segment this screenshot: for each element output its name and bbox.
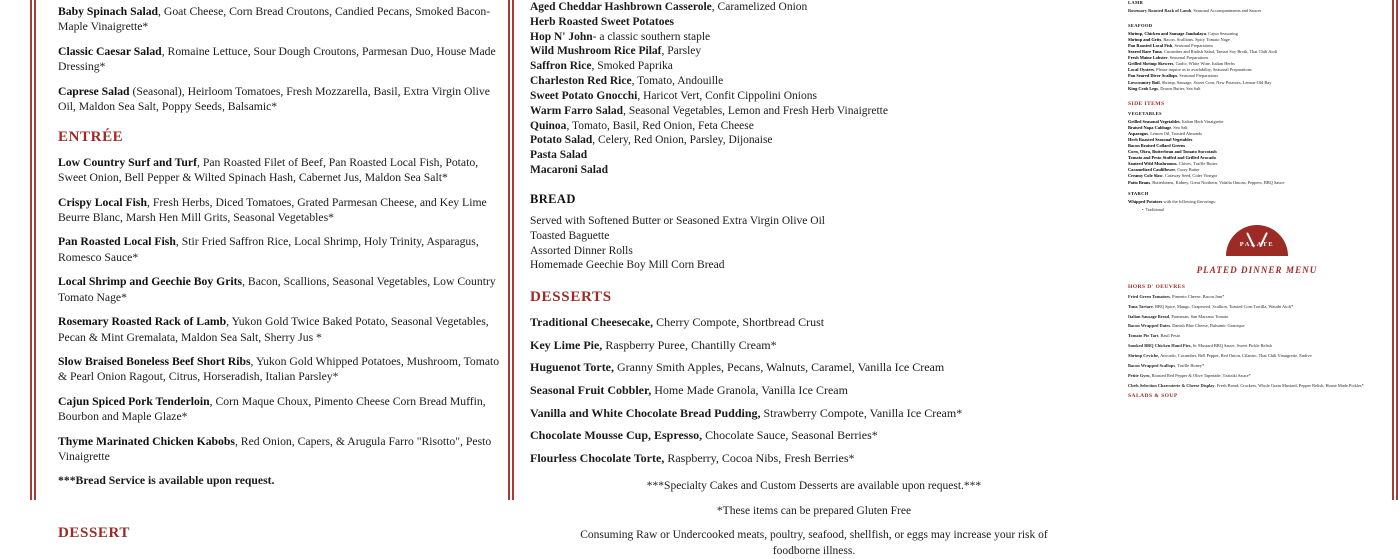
menu-item-desc: , Truffle Honey*: [1174, 363, 1205, 369]
menu-item: [530, 451, 1098, 467]
menu-item: [530, 428, 1098, 444]
menu-item: [58, 44, 506, 75]
menu-item-desc: , Fresh Bread, Crackers, Whole Grain Mustard, Pepper Relish, House Made Pickles*: [1214, 383, 1364, 389]
menu-item-name: Huguenot Torte,: [530, 360, 615, 375]
menu-item-name: Bacon Wrapped Dates: [1128, 323, 1171, 329]
dessert-section-heading: DESSERT: [58, 524, 131, 541]
menu-item: [1128, 323, 1386, 329]
bread-line: Served with Softened Butter or Seasoned Extra Virgin Olive Oil: [530, 214, 825, 227]
menu-item-desc: , Celery, Red Onion, Parsley, Dijonaise: [592, 134, 773, 147]
menu-item-desc: , Pan Roasted Filet of Beef, Pan Roasted Local Fish, Potato, Sweet Onion, Bell Pepper & Wilted Spinach Hash, Cabernet Jus, Maldon Sea Salt*: [58, 155, 479, 185]
menu-item-desc: - a classic southern staple: [592, 30, 711, 43]
menu-item-name: Charleston Red Rice: [530, 75, 632, 88]
menu-item: [58, 234, 506, 265]
menu-item-desc: , Italian Herb Vinaigrette: [1179, 118, 1224, 124]
menu-item-name: Herb Roasted Seasonal Vegetables: [1128, 136, 1193, 142]
menu-item-desc: , Butterbeans, Kidney, Great Northern, Vidalia Onions, Peppers, BBQ Sauce: [1150, 179, 1285, 185]
menu-item-desc: , Chives, Truffle Butter: [1176, 161, 1218, 167]
menu-item-desc: , Curry Butter: [1175, 167, 1200, 173]
side-items-heading: SIDE ITEMS: [1128, 100, 1165, 107]
menu-item-name: King Crab Legs: [1128, 85, 1159, 91]
menu-item: [530, 30, 1098, 45]
menu-item-name: Local Shrimp and Geechie Boy Grits: [58, 275, 243, 289]
menu-item-name: Low Country Surf and Turf: [58, 155, 197, 169]
menu-item-name: Tomato Pie Tart: [1128, 333, 1159, 339]
palate-logo: [1226, 225, 1288, 256]
right-thumbnail-column: [1120, 0, 1400, 500]
middle-column-rule: [508, 0, 514, 500]
left-column-rule: [30, 0, 36, 500]
bread-line: Homemade Geechie Boy Mill Corn Bread: [530, 259, 725, 272]
menu-item-name: Pan Roasted Local Fish: [1128, 43, 1173, 49]
menu-item-name: Tomato and Pesto Stuffed and Grilled Avocado: [1128, 155, 1216, 161]
bread-line: Assorted Dinner Rolls: [530, 244, 633, 257]
menu-item-name: Seared Rare Tuna: [1128, 49, 1162, 55]
menu-item-name: Hop N' John: [530, 30, 593, 43]
menu-item-desc: , Stir Fried Saffron Rice, Local Shrimp, Holy Trinity, Asparagus, Romesco Sauce*: [58, 235, 479, 264]
starch-bullet: • Traditional: [1142, 206, 1165, 212]
menu-item-desc: , Yukon Gold Twice Baked Potato, Seasonal Vegetables, Pecan & Mint Gremalata, Maldon Sea Salt, Sherry Jus *: [58, 315, 489, 344]
menu-item: [530, 104, 1098, 119]
starch-bullet-label: Traditional: [1145, 206, 1165, 212]
menu-item-desc: Sc Mustard BBQ Sauce, Sweet Pickle Relish: [1191, 343, 1272, 349]
menu-item-name: Quinoa: [530, 119, 567, 132]
menu-item: [530, 15, 1098, 30]
thumbnail-page[interactable]: [1128, 0, 1386, 500]
menu-item-desc: , Seasonal Preparations: [1177, 73, 1219, 79]
menu-item: [58, 354, 506, 385]
menu-item-name: Shrimp and Grits: [1128, 37, 1162, 43]
menu-item-desc: with the following flavorings:: [1162, 198, 1216, 204]
menu-item: [530, 148, 1098, 163]
menu-item-name: Key Lime Pie,: [530, 337, 603, 352]
bread-service-note: ***Bread Service is available upon request.: [58, 473, 275, 487]
menu-item-name: Potato Salad: [530, 134, 593, 147]
menu-item: [1128, 314, 1386, 320]
menu-item-desc: Roasted Red Pepper & Olive Tapenade, Tzatziki Sauce*: [1150, 373, 1251, 379]
menu-item-name: Herb Roasted Sweet Potatoes: [530, 15, 675, 28]
menu-item-name: Italian Sausage Bread: [1128, 313, 1170, 319]
menu-title: PLATED DINNER MENU: [1196, 264, 1318, 275]
menu-item: [1128, 294, 1386, 300]
hors-doeuvres-heading: HORS D' OEUVRES: [1128, 283, 1186, 290]
menu-item-desc: , Shrimp, Sausage, Sweet Corn, New Potatoes, Lemon-Old Bay: [1159, 79, 1272, 85]
menu-item-desc: Raspberry, Cocoa Nibs, Fresh Berries*: [664, 450, 855, 465]
menu-item-desc: , Lemon Oil, Toasted Almonds: [1148, 130, 1203, 136]
menu-item-desc: , Garlic, White Wine, Italian Herbs: [1173, 61, 1235, 67]
menu-item: [1128, 8, 1386, 14]
menu-item-desc: , Tomato, Andouille: [631, 75, 724, 88]
menu-item: [530, 0, 1098, 15]
right-column-rule: [1392, 0, 1398, 500]
gluten-free-note: *These items can be prepared Gluten Free: [716, 504, 912, 517]
menu-item-name: Bacon Braised Collard Greens: [1128, 143, 1186, 149]
menu-item: [58, 274, 506, 305]
menu-item-name: Shrimp Ceviche,: [1128, 353, 1160, 359]
menu-item-name: Caprese Salad: [58, 84, 130, 98]
menu-item-desc: , Pimento Cheese, Bacon Jam*: [1169, 293, 1225, 299]
menu-item-desc: , Red Onion, Capers, & Arugula Farro "Risotto", Pesto Vinaigrette: [58, 434, 492, 464]
menu-item-name: Crispy Local Fish: [58, 195, 147, 209]
menu-item-desc: , Caraway Seed, Cider Vinegar: [1162, 173, 1218, 179]
menu-item-name: Lowcountry Boil: [1128, 79, 1160, 85]
menu-item-name: Sauteed Wild Mushrooms: [1128, 161, 1177, 167]
menu-item-desc: Raspberry Puree, Chantilly Cream*: [602, 337, 777, 352]
menu-item: [1128, 86, 1386, 92]
menu-item: [58, 155, 506, 186]
menu-item-desc: Home Made Granola, Vanilla Ice Cream: [651, 383, 848, 398]
menu-item-desc: , Corn Maque Choux, Pimento Cheese Corn Bread Muffin, Bourbon and Maple Glaze*: [58, 394, 486, 424]
menu-item: [530, 59, 1098, 74]
menu-item-name: Smoked BBQ Chicken Hand Pies,: [1128, 343, 1192, 349]
menu-item-desc: Granny Smith Apples, Pecans, Walnuts, Caramel, Vanilla Ice Cream: [614, 360, 945, 375]
menu-item-name: Caramelized Cauliflower: [1128, 167, 1176, 173]
menu-item-name: Petite Gyro,: [1128, 373, 1151, 379]
menu-item-name: Local Oysters: [1128, 67, 1154, 73]
menu-item-name: Saffron Rice: [530, 60, 592, 73]
menu-item-desc: , Tomato, Basil, Red Onion, Feta Cheese: [566, 119, 754, 132]
menu-item-name: Wild Mushroom Rice Pilaf: [530, 45, 662, 58]
menu-item-name: Creamy Cole Slaw: [1128, 173, 1163, 179]
menu-item-desc: , Romaine Lettuce, Sour Dough Croutons, Parmesan Duo, House Made Dressing*: [58, 44, 496, 74]
menu-item: [530, 163, 1098, 178]
menu-item-name: Flourless Chocolate Torte,: [530, 450, 665, 465]
desserts-section-heading: DESSERTS: [530, 289, 612, 306]
logo-wordmark: PALATE: [1239, 240, 1275, 248]
menu-item: [58, 434, 506, 465]
menu-item-desc: Avocado, Cucumber, Bell Pepper, Red Onion, Cilantro, Thai Chili Vinaigrette, Endive: [1159, 353, 1312, 359]
menu-item-name: Pan Roasted Local Fish: [58, 235, 176, 249]
menu-item-desc: , Drawn Butter, Sea Salt: [1158, 85, 1201, 91]
menu-item: [1128, 363, 1386, 369]
brand-logo-wrap: [1128, 225, 1386, 261]
menu-item: [530, 383, 1098, 399]
menu-item: [530, 315, 1098, 331]
menu-item-desc: , Smoked Paprika: [591, 60, 673, 73]
menu-item-desc: Cherry Compote, Shortbread Crust: [653, 315, 825, 330]
menu-item-name: Rosemary Roasted Rack of Lamb: [1128, 8, 1192, 13]
menu-item-desc: , Danish Blue Cheese, Balsamic Gastrique: [1170, 323, 1245, 329]
menu-item-desc: , Seasonal Preparations: [1167, 55, 1209, 61]
menu-item-name: Chocolate Mousse Cup, Espresso,: [530, 428, 703, 443]
menu-item-name: Bacon Wrapped Scallops: [1128, 363, 1175, 369]
menu-item: [530, 338, 1098, 354]
menu-item: [1128, 304, 1386, 310]
entree-section-heading: ENTRÉE: [58, 128, 124, 145]
menu-item: [530, 74, 1098, 89]
bread-line: Toasted Baguette: [530, 229, 610, 242]
menu-item-name: Macaroni Salad: [530, 164, 609, 177]
menu-item-desc: Strawberry Compote, Vanilla Ice Cream*: [760, 405, 963, 420]
menu-item-name: Rosemary Roasted Rack of Lamb: [58, 315, 227, 329]
menu-item-name: Shrimp, Chicken and Sausage Jambalaya: [1128, 30, 1206, 36]
menu-item-name: Grilled Seasonal Vegetables: [1128, 118, 1180, 124]
menu-item: [58, 4, 506, 35]
menu-item: [1128, 343, 1386, 349]
menu-item-desc: , Haricot Vert, Confit Cippolini Onions: [637, 89, 817, 102]
menu-item-name: Corn, Okra, Butterbean and Tomato Succotash: [1128, 149, 1217, 155]
menu-item: [58, 195, 506, 226]
menu-item-desc: , Seasonal Vegetables, Lemon and Fresh Herb Vinaigrette: [623, 104, 888, 117]
menu-item: [530, 360, 1098, 376]
bread-section-heading: BREAD: [530, 191, 576, 206]
menu-item-desc: (Seasonal), Heirloom Tomatoes, Fresh Mozzarella, Basil, Extra Virgin Olive Oil, Maldon Sea Salt, Poppy Seeds, Balsamic*: [58, 84, 490, 114]
menu-item: [1128, 333, 1386, 339]
vegetables-heading: VEGETABLES: [1128, 110, 1162, 116]
menu-item-desc: Chocolate Sauce, Seasonal Berries*: [702, 428, 878, 443]
menu-item-desc: , Seasonal Preparations: [1172, 43, 1214, 49]
menu-item-name: Pan Seared Diver Scallops: [1128, 73, 1178, 79]
menu-item: [58, 84, 506, 115]
menu-item-desc: , Parsley: [661, 45, 702, 58]
middle-menu-column: [520, 0, 1120, 557]
menu-item-name: Pasta Salad: [530, 149, 588, 162]
menu-item: [58, 394, 506, 425]
menu-item-name: Whipped Potatoes: [1128, 198, 1163, 204]
menu-item: [530, 89, 1098, 104]
menu-item: [1128, 383, 1386, 389]
menu-item-desc: , Basil Pesto: [1158, 333, 1181, 339]
menu-item-name: Fresh Maine Lobster: [1128, 55, 1168, 61]
menu-item: [530, 119, 1098, 134]
menu-item-name: Seasonal Fruit Cobbler,: [530, 383, 652, 398]
menu-item-desc: , Bacon, Scallions, Seasonal Vegetables, Low Country Tomato Nage*: [58, 275, 496, 304]
specialty-cakes-note: ***Specialty Cakes and Custom Desserts are available upon request.***: [646, 480, 982, 493]
menu-item-name: Classic Caesar Salad: [58, 44, 162, 58]
menu-item-desc: , BBQ Spice, Mango, Grapeseed, Scallion, Toasted Corn Tortilla, Wasabi Aioli*: [1152, 303, 1294, 309]
menu-item-name: Slow Braised Boneless Beef Short Ribs: [58, 355, 251, 368]
menu-item-desc: , Cajun Seasoning: [1205, 30, 1238, 36]
menu-item-name: Traditional Cheesecake,: [530, 315, 654, 330]
lamb-heading: LAMB: [1128, 0, 1143, 5]
menu-item-desc: , Fresh Herbs, Diced Tomatoes, Grated Parmesan Cheese, and Key Lime Beurre Blanc, Marsh Hen Mill Grits, Seasonal Vegetables*: [58, 195, 487, 224]
menu-item: [1128, 373, 1386, 379]
menu-item: [1128, 353, 1386, 359]
menu-item-name: Braised Napa Cabbage: [1128, 124, 1172, 130]
menu-item: [530, 44, 1098, 59]
menu-item-desc: , Seasonal Accompaniments and Sauces: [1191, 8, 1262, 13]
menu-item: [530, 133, 1098, 148]
salads-soup-heading: SALADS & SOUP: [1128, 393, 1178, 400]
starch-heading: STARCH: [1128, 190, 1149, 196]
menu-item-name: Asparagus: [1128, 130, 1149, 136]
menu-item-desc: , Goat Cheese, Corn Bread Croutons, Candied Pecans, Smoked Bacon-Maple Vinaigrette*: [58, 5, 491, 34]
menu-item-name: Fried Green Tomatoes: [1128, 293, 1170, 299]
menu-item-desc: , Sea Salt: [1171, 124, 1188, 130]
menu-item-name: Chefs Selection Charcuterie & Cheese Display: [1128, 383, 1215, 389]
menu-item-name: Sweet Potato Gnocchi: [530, 89, 638, 102]
menu-item-name: Warm Farro Salad: [530, 104, 624, 117]
seafood-heading: SEAFOOD: [1128, 22, 1153, 28]
menu-item-name: Grilled Shrimp Skewers: [1128, 61, 1174, 67]
menu-item: [530, 406, 1098, 422]
menu-item-name: Patio Beans: [1128, 179, 1151, 185]
menu-item-desc: , Caramelized Onion: [711, 1, 808, 13]
menu-item-desc: , Cucumber and Radish Salad, Tamari Soy Broth, Thai Chili Aioli: [1161, 49, 1278, 55]
menu-item-desc: , Yukon Gold Whipped Potatoes, Mushroom, Tomato & Pearl Onion Ragout, Citrus, Horseradish, Italian Parsley*: [58, 355, 500, 384]
menu-item-name: Vanilla and White Chocolate Bread Pudding,: [530, 405, 761, 420]
menu-item-desc: , Bacon, Scallions, Spicy Tomato Nage: [1161, 37, 1230, 43]
menu-item-desc: , Parmesan, San Marzano Tomato: [1169, 313, 1229, 319]
left-menu-column: [0, 0, 520, 541]
starch-intro: [1128, 199, 1386, 205]
menu-item-desc: , Please inquire as to availability, Seasonal Preparations: [1153, 67, 1252, 73]
menu-item-name: Baby Spinach Salad: [58, 5, 159, 18]
menu-item-name: Tuna Tartare: [1128, 303, 1153, 309]
menu-item-name: Aged Cheddar Hashbrown Casserole: [530, 1, 712, 13]
menu-item-name: Thyme Marinated Chicken Kabobs: [58, 434, 235, 448]
menu-item-name: Cajun Spiced Pork Tenderloin: [58, 394, 210, 408]
menu-item: [58, 314, 506, 345]
food-safety-note: Consuming Raw or Undercooked meats, poultry, seafood, shellfish, or eggs may increase your risk of foodborne illness.: [580, 528, 1048, 557]
